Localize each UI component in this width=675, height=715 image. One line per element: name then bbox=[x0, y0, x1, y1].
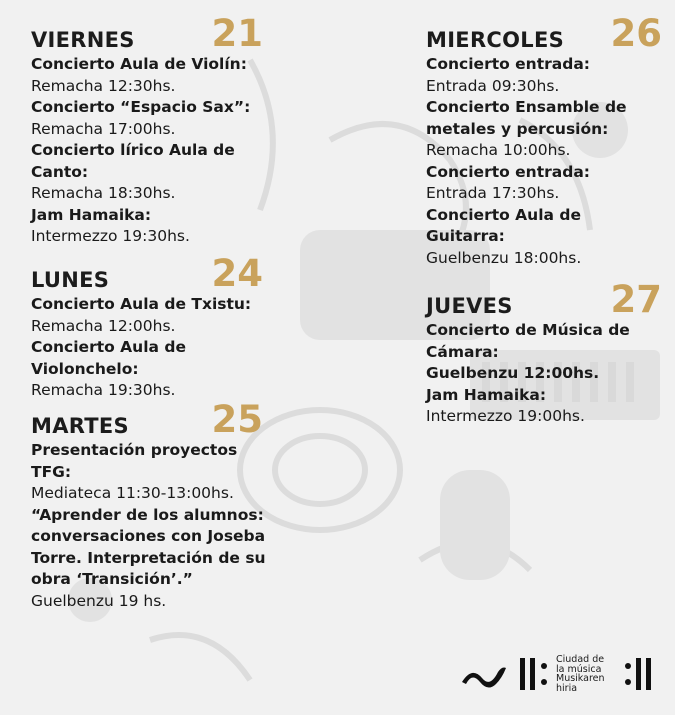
day-martes bbox=[31, 398, 281, 612]
day-viernes bbox=[31, 12, 281, 248]
day-jueves bbox=[426, 278, 662, 428]
left-column bbox=[31, 12, 281, 610]
event-title: Concierto Aula de Txistu: bbox=[31, 295, 252, 313]
day-lunes bbox=[31, 252, 281, 402]
event-title: Concierto Aula de Violín: bbox=[31, 55, 247, 73]
day-name: LUNES bbox=[31, 268, 110, 292]
day-header bbox=[426, 278, 662, 321]
day-number: 25 bbox=[211, 398, 263, 441]
event-place: Entrada 09:30hs. bbox=[426, 76, 560, 95]
event-place: Entrada 17:30hs. bbox=[426, 184, 560, 202]
event-place: Remacha 12:30hs. bbox=[31, 76, 176, 95]
day-header bbox=[426, 12, 662, 55]
event-title: Concierto entrada: bbox=[426, 55, 590, 73]
event-title: Presentación proyectos TFG: bbox=[31, 441, 238, 481]
event-place: Remacha 18:30hs. bbox=[31, 184, 176, 202]
day-name: MIERCOLES bbox=[426, 28, 565, 52]
day-number: 26 bbox=[610, 12, 662, 55]
event-title: Concierto “Espacio Sax”: bbox=[31, 98, 251, 116]
event-title: Concierto entrada: bbox=[426, 162, 590, 181]
event-place: Mediateca 11:30-13:00hs. bbox=[31, 484, 234, 502]
logo-line: la música bbox=[556, 663, 602, 675]
event-place: Guelbenzu 19 hs. bbox=[31, 591, 167, 610]
event-title: Jam Hamaika: bbox=[426, 385, 547, 404]
event-place: Guelbenzu 18:00hs. bbox=[426, 248, 582, 267]
day-number: 27 bbox=[610, 278, 662, 321]
day-header bbox=[31, 12, 281, 55]
event-place: Remacha 19:30hs. bbox=[31, 381, 176, 399]
logo-text bbox=[556, 655, 605, 693]
logo-line: Ciudad de bbox=[556, 654, 605, 665]
day-name: VIERNES bbox=[31, 28, 135, 52]
ciudad-de-la-musica-logo bbox=[460, 652, 660, 696]
day-header bbox=[31, 252, 281, 295]
day-miercoles bbox=[426, 12, 662, 269]
day-number: 24 bbox=[211, 252, 263, 295]
day-name: MARTES bbox=[31, 414, 129, 438]
event-title: Concierto Aula de Violonchelo: bbox=[31, 338, 186, 378]
event-title: Concierto lírico Aula de Canto: bbox=[31, 141, 235, 181]
day-number: 21 bbox=[211, 12, 263, 55]
day-name: JUEVES bbox=[426, 294, 513, 318]
right-column bbox=[426, 12, 662, 425]
logo-line: Musikaren bbox=[556, 673, 605, 684]
event-title: “Aprender de los alumnos: conversaciones con Joseba Torre. Interpretación de su obra ‘Transición’.” bbox=[31, 505, 266, 588]
event-place: Remacha 12:00hs. bbox=[31, 316, 176, 335]
event-title: Concierto de Música de Cámara: bbox=[426, 321, 630, 361]
event-title: Jam Hamaika: bbox=[31, 205, 152, 224]
day-header bbox=[31, 398, 281, 441]
event-title: Guelbenzu 12:00hs. bbox=[426, 364, 600, 382]
logo-line: hiria bbox=[556, 682, 578, 694]
event-place: Remacha 10:00hs. bbox=[426, 141, 571, 159]
event-place: Intermezzo 19:00hs. bbox=[426, 407, 585, 425]
event-place: Intermezzo 19:30hs. bbox=[31, 227, 190, 245]
event-place: Remacha 17:00hs. bbox=[31, 119, 176, 138]
event-title: Concierto Ensamble de metales y percusión: bbox=[426, 98, 627, 138]
event-title: Concierto Aula de Guitarra: bbox=[426, 205, 581, 245]
